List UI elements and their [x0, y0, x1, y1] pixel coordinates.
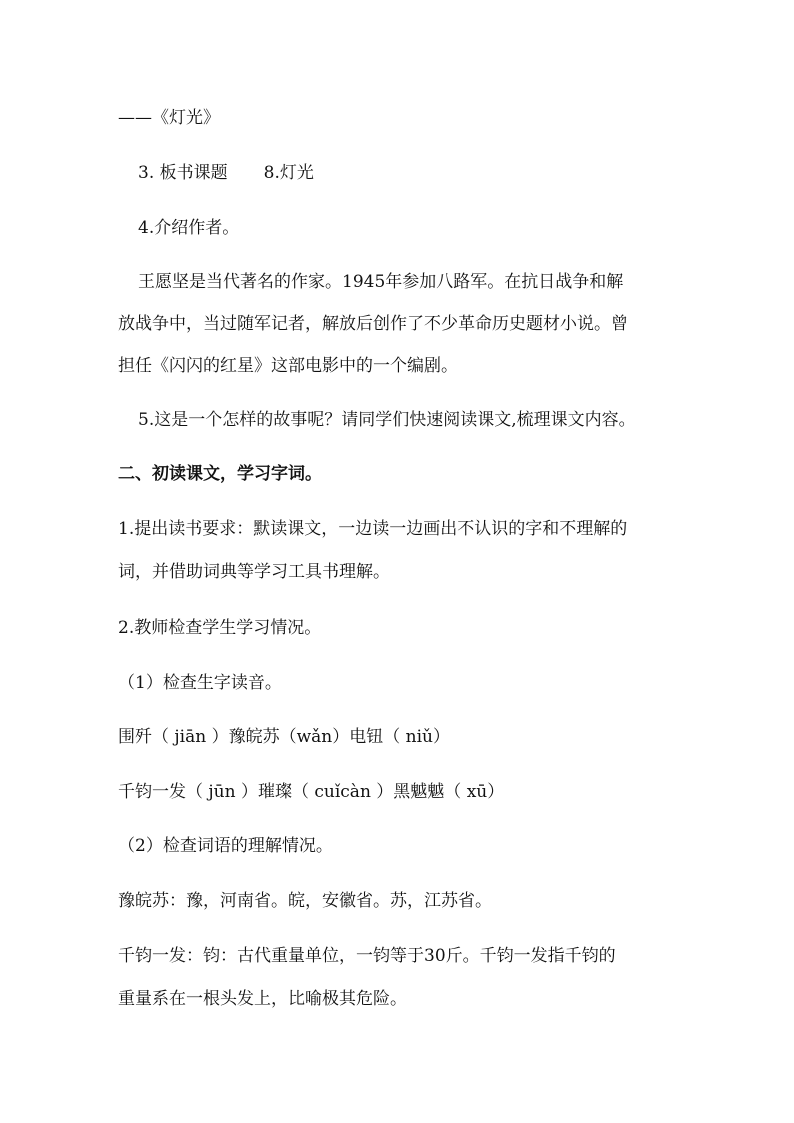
- quote-line: ——《灯光》: [118, 108, 220, 128]
- item-3-title: 8.灯光: [263, 163, 314, 183]
- pinyin-line-2: 千钧一发（ jūn ）璀璨（ cuǐcàn ）黑魆魆（ xū）: [118, 782, 505, 802]
- definition-2-line-1: 千钧一发：钧：古代重量单位，一钧等于30斤。千钧一发指千钧的: [118, 946, 616, 966]
- requirement-para-line-1: 1.提出读书要求：默读课文，一边读一边画出不认识的字和不理解的: [118, 519, 628, 539]
- definition-1: 豫皖苏：豫，河南省。皖，安徽省。苏，江苏省。: [118, 891, 492, 911]
- author-para-line-3: 担任《闪闪的红星》这部电影中的一个编剧。: [118, 356, 458, 376]
- item-3: [138, 162, 314, 184]
- check-item: 2.教师检查学生学习情况。: [118, 618, 322, 638]
- sub-item-2: （2）检查词语的理解情况。: [118, 836, 333, 856]
- item-3-label: 3. 板书课题: [138, 163, 228, 183]
- item-4: 4.介绍作者。: [138, 218, 240, 238]
- requirement-para-line-2: 词，并借助词典等学习工具书理解。: [118, 562, 390, 582]
- item-5: 5.这是一个怎样的故事呢？请同学们快速阅读课文,梳理课文内容。: [138, 410, 636, 430]
- author-para-line-2: 放战争中，当过随军记者，解放后创作了不少革命历史题材小说。曾: [118, 314, 628, 334]
- definition-2-line-2: 重量系在一根头发上，比喻极其危险。: [118, 989, 407, 1009]
- sub-item-1: （1）检查生字读音。: [118, 673, 282, 693]
- section-2-heading: 二、初读课文，学习字词。: [118, 464, 322, 484]
- pinyin-line-1: 围歼（ jiān ）豫皖苏（wǎn）电钮（ niǔ）: [118, 727, 450, 747]
- author-para-line-1: 王愿坚是当代著名的作家。1945年参加八路军。在抗日战争和解: [138, 272, 624, 292]
